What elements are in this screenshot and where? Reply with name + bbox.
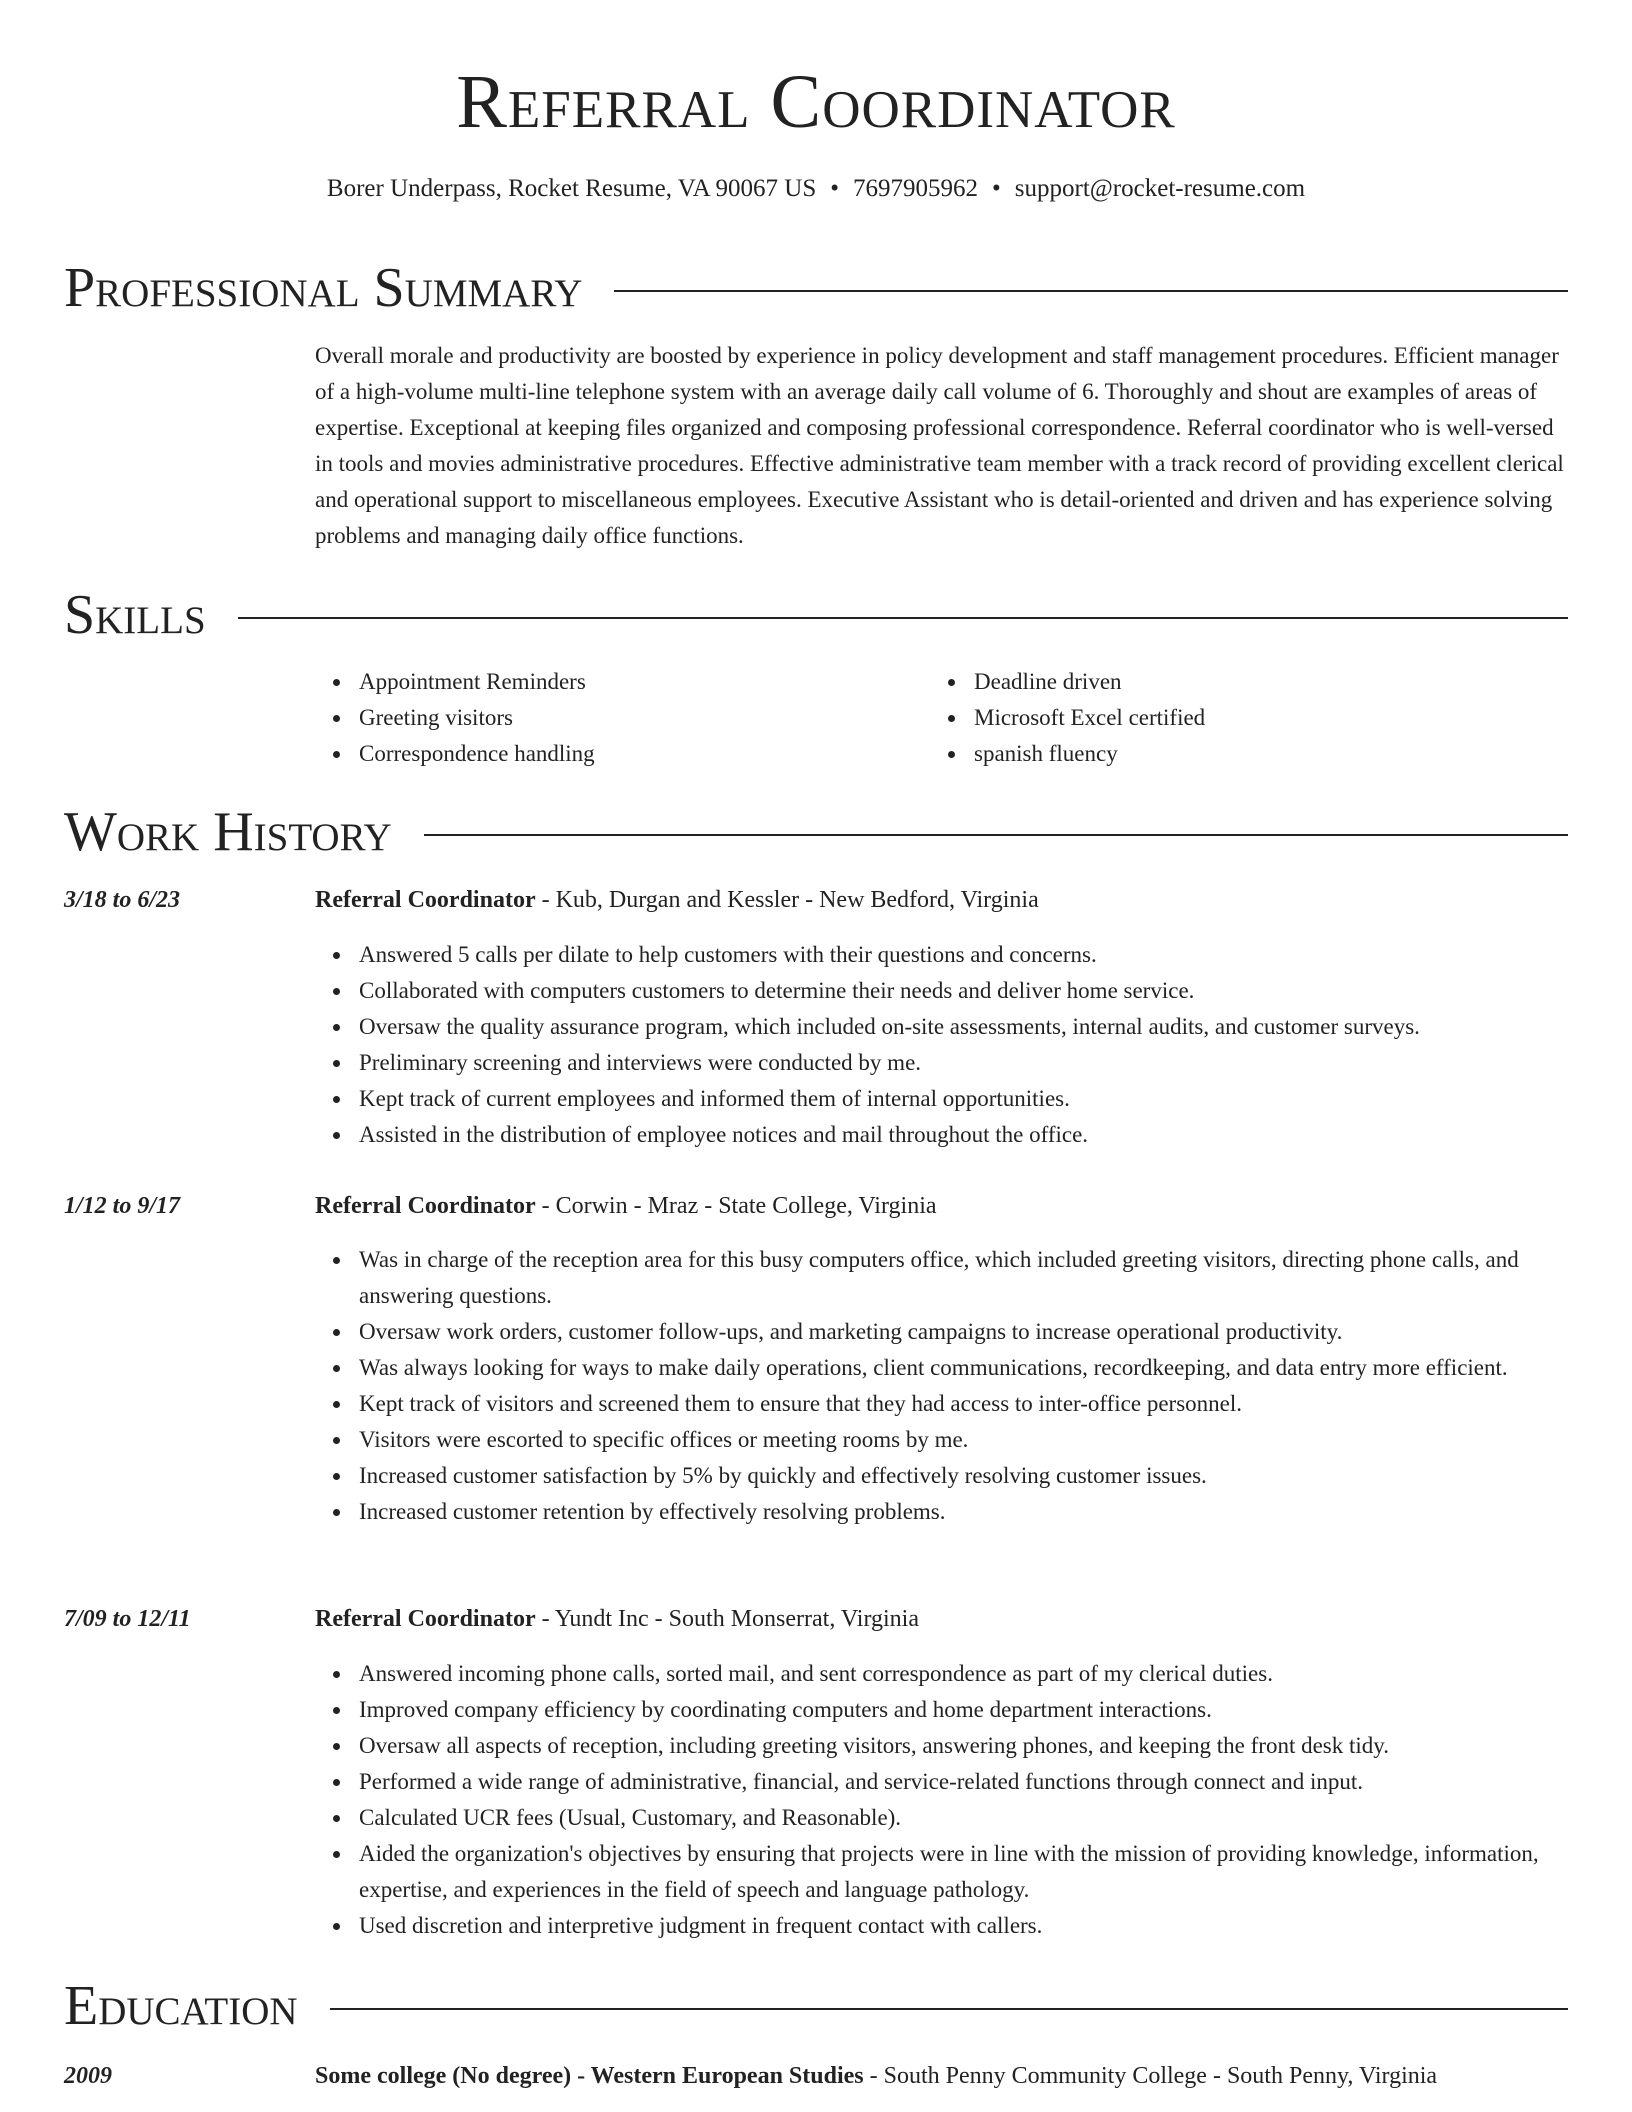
job-bullet: Increased customer retention by effectively resolving problems. <box>359 1494 1568 1530</box>
job-role: Referral Coordinator <box>315 1606 536 1632</box>
job-role: Referral Coordinator <box>315 1193 536 1219</box>
job-bullet: Kept track of current employees and informed them of internal opportunities. <box>359 1081 1568 1117</box>
section-title-summary: Professional Summary <box>64 257 583 319</box>
section-divider <box>330 2008 1568 2010</box>
job-dates: 3/18 to 6/23 <box>64 887 181 913</box>
job-bullets <box>315 937 1568 1153</box>
skills-column-right <box>930 664 1530 772</box>
job-bullet: Assisted in the distribution of employee notices and mail throughout the office. <box>359 1117 1568 1153</box>
job-bullet: Answered 5 calls per dilate to help customers with their questions and concerns. <box>359 937 1568 973</box>
job-bullet: Was always looking for ways to make daily operations, client communications, recordkeeping, and data entry more efficient. <box>359 1350 1568 1386</box>
separator-dot: • <box>830 175 840 202</box>
separator-dot: • <box>992 175 1001 202</box>
summary-text: Overall morale and productivity are boosted by experience in policy development and staff management procedures. Efficient manager of a high-volume multi-line telephone system with an average daily call volume of 6. Thoroughly and shout are examples of areas of expertise. Exceptional at keeping files organized and composing professional correspondence. Referral coordinator who is well-versed in tools and movies administrative procedures. Effective administrative team member with a track record of providing excellent clerical and operational support to miscellaneous employees. Executive Assistant who is detail-oriented and driven and has experience solving problems and managing daily office functions. <box>315 343 1564 548</box>
job-details: - Yundt Inc - South Monserrat, Virginia <box>535 1606 919 1632</box>
job-bullet: Kept track of visitors and screened them to ensure that they had access to inter-office personnel. <box>359 1386 1568 1422</box>
job-details: - Corwin - Mraz - State College, Virginia <box>535 1193 937 1219</box>
job-bullet: Answered incoming phone calls, sorted mail, and sent correspondence as part of my clerical duties. <box>359 1656 1568 1692</box>
summary-section-header <box>64 258 1568 318</box>
job-bullet: Improved company efficiency by coordinating computers and home department interactions. <box>359 1692 1568 1728</box>
contact-line <box>0 172 1632 206</box>
section-title-skills: Skills <box>64 584 206 646</box>
job-bullet: Performed a wide range of administrative, financial, and service-related functions through connect and input. <box>359 1764 1568 1800</box>
job-dates: 7/09 to 12/11 <box>64 1606 191 1632</box>
job-heading <box>315 882 1568 918</box>
email: support@rocket-resume.com <box>1014 175 1306 202</box>
job-bullet: Increased customer satisfaction by 5% by quickly and effectively resolving customer issues. <box>359 1458 1568 1494</box>
work-section-header <box>64 802 1568 862</box>
education-degree: Some college (No degree) - Western European Studies <box>315 2063 864 2089</box>
job-dates: 1/12 to 9/17 <box>64 1193 181 1219</box>
job-bullet: Collaborated with computers customers to determine their needs and deliver home service. <box>359 973 1568 1009</box>
job-bullet: Used discretion and interpretive judgment in frequent contact with callers. <box>359 1908 1568 1944</box>
skills-column-left <box>315 664 915 772</box>
education-entry <box>315 2058 1568 2094</box>
job-role: Referral Coordinator <box>315 887 536 913</box>
address: Borer Underpass, Rocket Resume, VA 90067 US <box>326 175 817 202</box>
section-divider <box>238 617 1568 619</box>
job-bullet: Oversaw work orders, customer follow-ups, and marketing campaigns to increase operational productivity. <box>359 1314 1568 1350</box>
skill-item: Correspondence handling <box>359 736 915 772</box>
section-title-work: Work History <box>64 801 392 863</box>
section-divider <box>614 290 1568 292</box>
candidate-name: Referral Coordinator <box>456 60 1176 144</box>
section-divider <box>424 834 1568 836</box>
job-bullet: Calculated UCR fees (Usual, Customary, and Reasonable). <box>359 1800 1568 1836</box>
job-heading <box>315 1188 1568 1224</box>
skill-item: Appointment Reminders <box>359 664 915 700</box>
skill-item: spanish fluency <box>974 736 1530 772</box>
education-school: - South Penny Community College - South Penny, Virginia <box>863 2063 1438 2089</box>
job-bullets <box>315 1656 1568 1944</box>
skill-item: Microsoft Excel certified <box>974 700 1530 736</box>
education-section-header <box>64 1976 1568 2036</box>
phone: 7697905962 <box>853 175 979 202</box>
job-bullet: Aided the organization's objectives by ensuring that projects were in line with the mission of providing knowledge, information, expertise, and experiences in the field of speech and language pathology. <box>359 1836 1568 1908</box>
section-title-education: Education <box>64 1975 298 2037</box>
job-bullet: Was in charge of the reception area for this busy computers office, which included greeting visitors, directing phone calls, and answering questions. <box>359 1242 1568 1314</box>
job-bullet: Preliminary screening and interviews were conducted by me. <box>359 1045 1568 1081</box>
skill-item: Greeting visitors <box>359 700 915 736</box>
job-bullet: Oversaw the quality assurance program, which included on-site assessments, internal audits, and customer surveys. <box>359 1009 1568 1045</box>
job-bullet: Visitors were escorted to specific offices or meeting rooms by me. <box>359 1422 1568 1458</box>
skill-item: Deadline driven <box>974 664 1530 700</box>
skills-section-header <box>64 585 1568 645</box>
education-year: 2009 <box>64 2063 112 2089</box>
job-details: - Kub, Durgan and Kessler - New Bedford, Virginia <box>535 887 1039 913</box>
job-bullets <box>315 1242 1568 1530</box>
job-heading <box>315 1601 1568 1637</box>
job-bullet: Oversaw all aspects of reception, including greeting visitors, answering phones, and keeping the front desk tidy. <box>359 1728 1568 1764</box>
